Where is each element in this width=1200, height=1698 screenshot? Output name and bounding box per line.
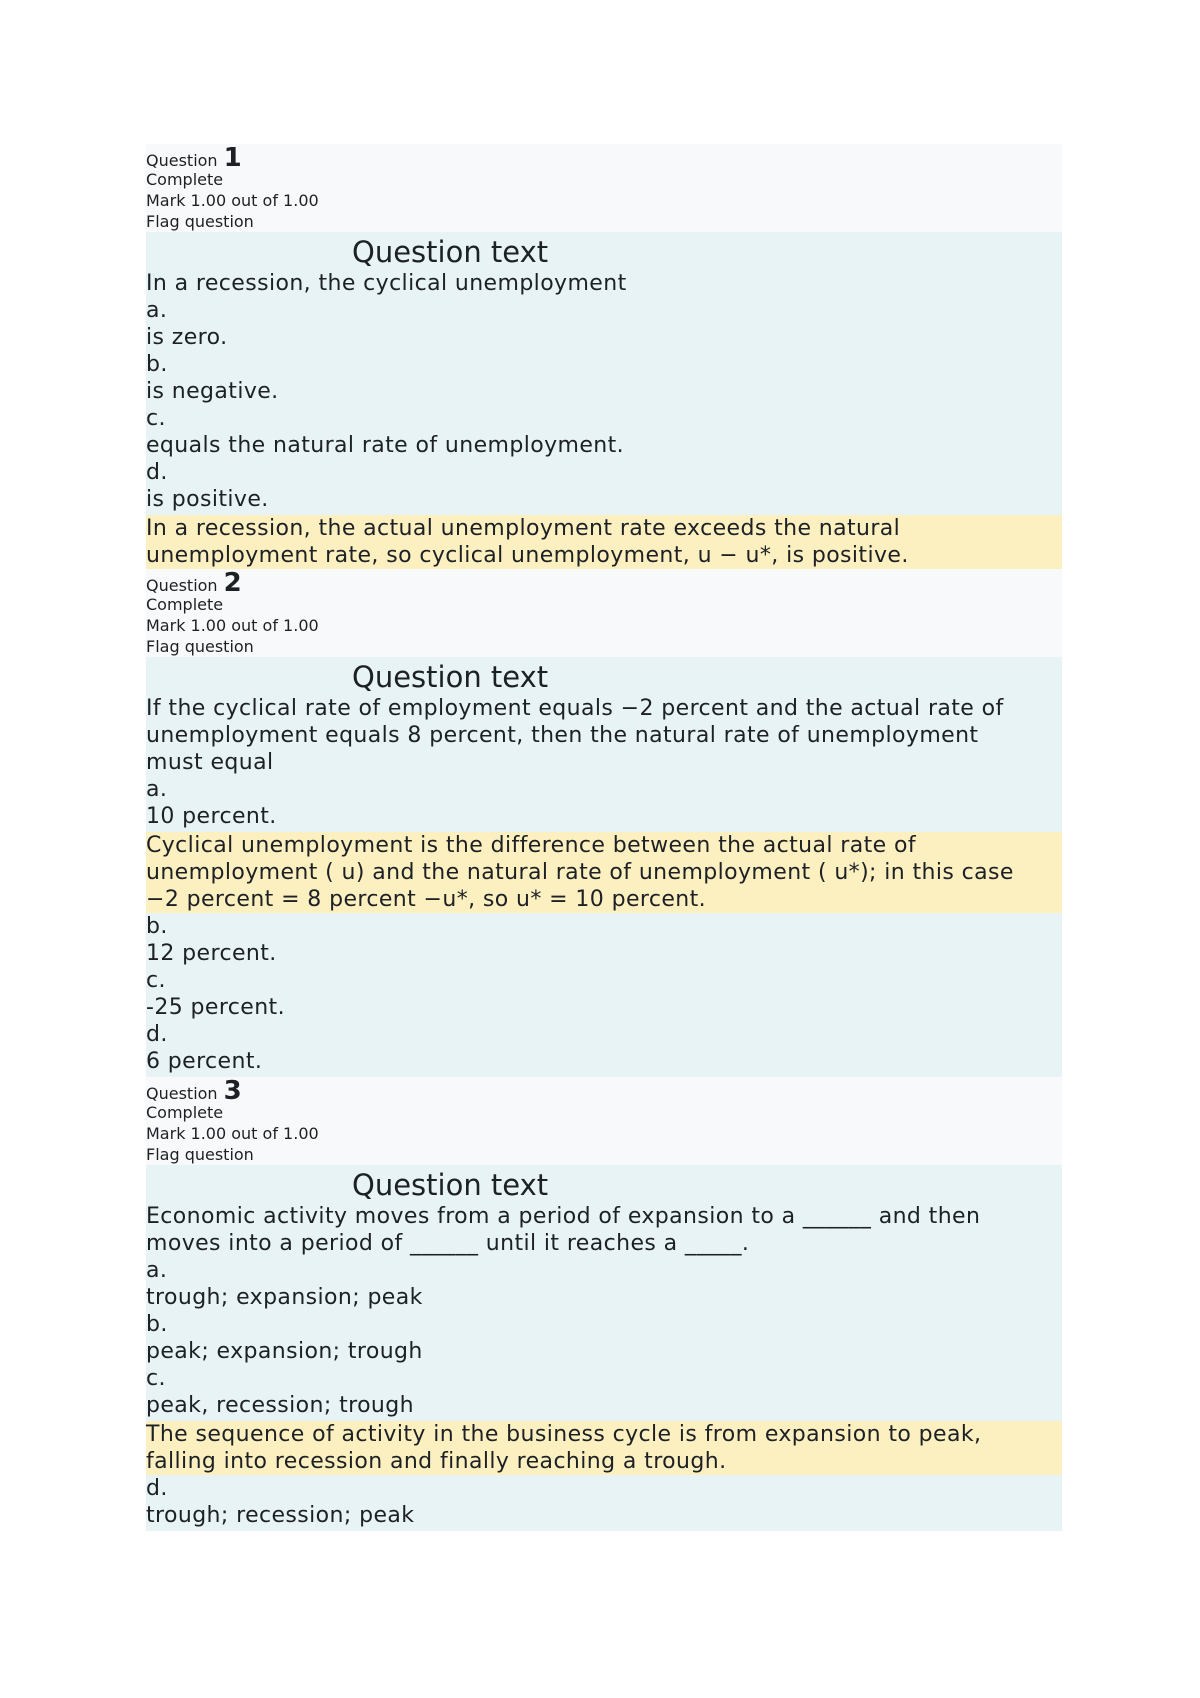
option-text[interactable]: peak, recession; trough: [146, 1393, 414, 1418]
option-text[interactable]: trough; expansion; peak: [146, 1285, 423, 1310]
question-text-line: unemployment equals 8 percent, then the natural rate of unemployment: [146, 723, 979, 748]
option-text[interactable]: equals the natural rate of unemployment.: [146, 433, 625, 458]
question-label: Question: [146, 576, 218, 595]
flag-question-link[interactable]: Flag question: [146, 212, 254, 231]
question-block: [146, 1077, 1062, 1531]
question-text-line: must equal: [146, 750, 274, 775]
flag-question-link[interactable]: Flag question: [146, 1145, 254, 1164]
feedback-line: falling into recession and finally reaching a trough.: [146, 1449, 727, 1474]
answer-feedback: [146, 515, 1062, 569]
question-content: [146, 232, 1062, 515]
question-text-heading: Question text: [146, 1165, 1062, 1203]
option-letter[interactable]: c.: [146, 968, 166, 993]
question-status: Complete: [146, 1103, 224, 1122]
question-label: Question: [146, 151, 218, 170]
question-text-heading: Question text: [146, 657, 1062, 695]
question-block: [146, 569, 1062, 1077]
option-text[interactable]: 6 percent.: [146, 1049, 263, 1074]
question-content: [146, 657, 1062, 832]
question-content-continued: [146, 913, 1062, 1077]
question-number: [146, 568, 1062, 598]
question-number: [146, 143, 1062, 173]
option-text[interactable]: peak; expansion; trough: [146, 1339, 423, 1364]
question-status: Complete: [146, 595, 224, 614]
flag-question-link[interactable]: Flag question: [146, 637, 254, 656]
option-letter[interactable]: b.: [146, 1312, 168, 1337]
option-letter[interactable]: b.: [146, 914, 168, 939]
option-letter[interactable]: b.: [146, 352, 168, 377]
question-mark: Mark 1.00 out of 1.00: [146, 1124, 319, 1143]
question-number-value: 1: [223, 143, 242, 173]
feedback-line: unemployment rate, so cyclical unemployment, u − u*, is positive.: [146, 543, 909, 568]
question-text-line: Economic activity moves from a period of expansion to a ______ and then: [146, 1204, 981, 1229]
question-number-value: 3: [223, 1076, 242, 1106]
option-text[interactable]: trough; recession; peak: [146, 1503, 415, 1528]
option-letter[interactable]: a.: [146, 1258, 168, 1283]
option-text[interactable]: is negative.: [146, 379, 279, 404]
option-text[interactable]: is zero.: [146, 325, 228, 350]
option-letter[interactable]: c.: [146, 1366, 166, 1391]
question-number-value: 2: [223, 568, 242, 598]
question-info: [146, 144, 1062, 232]
question-text-line: If the cyclical rate of employment equals −2 percent and the actual rate of: [146, 696, 1004, 721]
option-letter[interactable]: d.: [146, 1476, 168, 1501]
option-letter[interactable]: d.: [146, 460, 168, 485]
option-letter[interactable]: d.: [146, 1022, 168, 1047]
answer-feedback: [146, 1421, 1062, 1475]
option-text[interactable]: 12 percent.: [146, 941, 277, 966]
question-mark: Mark 1.00 out of 1.00: [146, 191, 319, 210]
question-label: Question: [146, 1084, 218, 1103]
option-letter[interactable]: a.: [146, 777, 168, 802]
answer-feedback: [146, 832, 1062, 913]
feedback-line: Cyclical unemployment is the difference between the actual rate of: [146, 833, 916, 858]
option-letter[interactable]: c.: [146, 406, 166, 431]
feedback-line: −2 percent = 8 percent −u*, so u* = 10 percent.: [146, 887, 707, 912]
question-info: [146, 1077, 1062, 1165]
option-text[interactable]: 10 percent.: [146, 804, 277, 829]
feedback-line: The sequence of activity in the business cycle is from expansion to peak,: [146, 1422, 982, 1447]
quiz-review-page: [146, 144, 1062, 1531]
feedback-line: In a recession, the actual unemployment rate exceeds the natural: [146, 516, 901, 541]
question-number: [146, 1076, 1062, 1106]
option-text[interactable]: -25 percent.: [146, 995, 285, 1020]
question-text-heading: Question text: [146, 232, 1062, 270]
question-text-line: In a recession, the cyclical unemployment: [146, 271, 627, 296]
question-text-line: moves into a period of ______ until it reaches a _____.: [146, 1231, 750, 1256]
option-letter[interactable]: a.: [146, 298, 168, 323]
feedback-line: unemployment ( u) and the natural rate of unemployment ( u*); in this case: [146, 860, 1014, 885]
option-text[interactable]: is positive.: [146, 487, 269, 512]
question-block: [146, 144, 1062, 569]
question-status: Complete: [146, 170, 224, 189]
question-info: [146, 569, 1062, 657]
question-content: [146, 1165, 1062, 1421]
question-mark: Mark 1.00 out of 1.00: [146, 616, 319, 635]
question-content-continued: [146, 1475, 1062, 1531]
